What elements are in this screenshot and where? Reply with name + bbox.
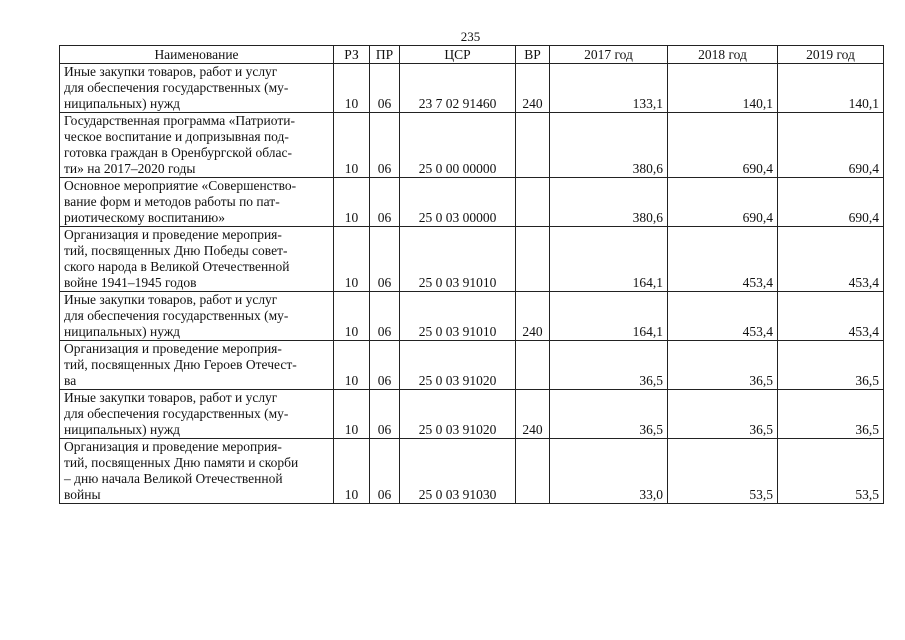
header-rz: РЗ [334, 46, 370, 64]
cell-name-line: Иные закупки товаров, работ и услуг [64, 390, 278, 405]
header-name: Наименование [60, 46, 334, 64]
cell-pr: 06 [370, 390, 400, 439]
table-row [60, 292, 884, 341]
cell-vr: 240 [516, 64, 550, 113]
header-2017: 2017 год [550, 46, 668, 64]
cell-pr: 06 [370, 341, 400, 390]
cell-2017: 33,0 [550, 439, 668, 504]
cell-name-line: ниципальных) нужд [64, 96, 181, 111]
cell-2017: 380,6 [550, 113, 668, 178]
cell-name [60, 439, 334, 504]
table-header-row [60, 46, 884, 64]
cell-name-line: Иные закупки товаров, работ и услуг [64, 292, 278, 307]
cell-pr: 06 [370, 439, 400, 504]
table-row [60, 227, 884, 292]
cell-vr [516, 341, 550, 390]
cell-csr: 25 0 03 91030 [400, 439, 516, 504]
cell-2017: 380,6 [550, 178, 668, 227]
cell-rz: 10 [334, 390, 370, 439]
table-row [60, 341, 884, 390]
cell-name [60, 341, 334, 390]
cell-name-line: ниципальных) нужд [64, 324, 181, 339]
cell-csr: 23 7 02 91460 [400, 64, 516, 113]
cell-name-line: для обеспечения государственных (му- [64, 406, 289, 421]
cell-2019: 140,1 [778, 64, 884, 113]
cell-name-line: Иные закупки товаров, работ и услуг [64, 64, 278, 79]
cell-name [60, 178, 334, 227]
cell-2018: 453,4 [668, 292, 778, 341]
cell-name-line: для обеспечения государственных (му- [64, 80, 289, 95]
cell-csr: 25 0 03 91020 [400, 390, 516, 439]
cell-vr: 240 [516, 390, 550, 439]
cell-rz: 10 [334, 64, 370, 113]
cell-name [60, 64, 334, 113]
cell-pr: 06 [370, 178, 400, 227]
cell-rz: 10 [334, 341, 370, 390]
cell-name-line: Организация и проведение мероприя- [64, 439, 282, 454]
cell-name-line: тий, посвященных Дню Победы совет- [64, 243, 288, 258]
cell-pr: 06 [370, 64, 400, 113]
cell-name-line: войне 1941–1945 годов [64, 275, 197, 290]
cell-pr: 06 [370, 227, 400, 292]
cell-2017: 133,1 [550, 64, 668, 113]
cell-name-line: для обеспечения государственных (му- [64, 308, 289, 323]
cell-vr [516, 113, 550, 178]
cell-2018: 36,5 [668, 390, 778, 439]
cell-name [60, 292, 334, 341]
cell-name-line: ниципальных) нужд [64, 422, 181, 437]
cell-rz: 10 [334, 227, 370, 292]
cell-2017: 36,5 [550, 341, 668, 390]
cell-2019: 690,4 [778, 113, 884, 178]
table-row [60, 113, 884, 178]
cell-2019: 36,5 [778, 390, 884, 439]
table-row [60, 178, 884, 227]
table-row [60, 439, 884, 504]
header-pr: ПР [370, 46, 400, 64]
cell-pr: 06 [370, 113, 400, 178]
table-row [60, 390, 884, 439]
cell-vr [516, 227, 550, 292]
cell-name-line: Основное мероприятие «Совершенство- [64, 178, 297, 193]
cell-name-line: ческое воспитание и допризывная под- [64, 129, 289, 144]
cell-name-line: Государственная программа «Патриоти- [64, 113, 295, 128]
cell-rz: 10 [334, 178, 370, 227]
header-csr: ЦСР [400, 46, 516, 64]
cell-rz: 10 [334, 113, 370, 178]
cell-vr: 240 [516, 292, 550, 341]
cell-pr: 06 [370, 292, 400, 341]
cell-2017: 164,1 [550, 292, 668, 341]
cell-2018: 690,4 [668, 178, 778, 227]
cell-2018: 690,4 [668, 113, 778, 178]
cell-name-line: ти» на 2017–2020 годы [64, 161, 196, 176]
cell-csr: 25 0 03 91010 [400, 292, 516, 341]
cell-rz: 10 [334, 292, 370, 341]
cell-csr: 25 0 03 91020 [400, 341, 516, 390]
cell-2018: 53,5 [668, 439, 778, 504]
cell-name-line: – дню начала Великой Отечественной [64, 471, 283, 486]
cell-name [60, 390, 334, 439]
cell-2019: 690,4 [778, 178, 884, 227]
cell-vr [516, 439, 550, 504]
table-row [60, 64, 884, 113]
header-2019: 2019 год [778, 46, 884, 64]
cell-2018: 453,4 [668, 227, 778, 292]
cell-2019: 453,4 [778, 292, 884, 341]
cell-2018: 36,5 [668, 341, 778, 390]
cell-2019: 36,5 [778, 341, 884, 390]
cell-csr: 25 0 03 00000 [400, 178, 516, 227]
cell-2018: 140,1 [668, 64, 778, 113]
cell-name-line: ва [64, 373, 77, 388]
cell-name-line: готовка граждан в Оренбургской облас- [64, 145, 292, 160]
cell-name-line: тий, посвященных Дню памяти и скорби [64, 455, 299, 470]
budget-table [59, 45, 884, 504]
cell-name-line: Организация и проведение мероприя- [64, 341, 282, 356]
cell-2017: 164,1 [550, 227, 668, 292]
cell-2017: 36,5 [550, 390, 668, 439]
cell-name-line: тий, посвященных Дню Героев Отечест- [64, 357, 297, 372]
cell-name [60, 227, 334, 292]
cell-csr: 25 0 03 91010 [400, 227, 516, 292]
cell-csr: 25 0 00 00000 [400, 113, 516, 178]
cell-name-line: ского народа в Великой Отечественной [64, 259, 290, 274]
cell-2019: 53,5 [778, 439, 884, 504]
cell-name [60, 113, 334, 178]
header-2018: 2018 год [668, 46, 778, 64]
cell-rz: 10 [334, 439, 370, 504]
cell-name-line: риотическому воспитанию» [64, 210, 225, 225]
page-number: 235 [460, 29, 481, 44]
header-vr: ВР [516, 46, 550, 64]
cell-name-line: Организация и проведение мероприя- [64, 227, 282, 242]
cell-name-line: войны [64, 487, 101, 502]
cell-2019: 453,4 [778, 227, 884, 292]
cell-name-line: вание форм и методов работы по пат- [64, 194, 280, 209]
cell-vr [516, 178, 550, 227]
